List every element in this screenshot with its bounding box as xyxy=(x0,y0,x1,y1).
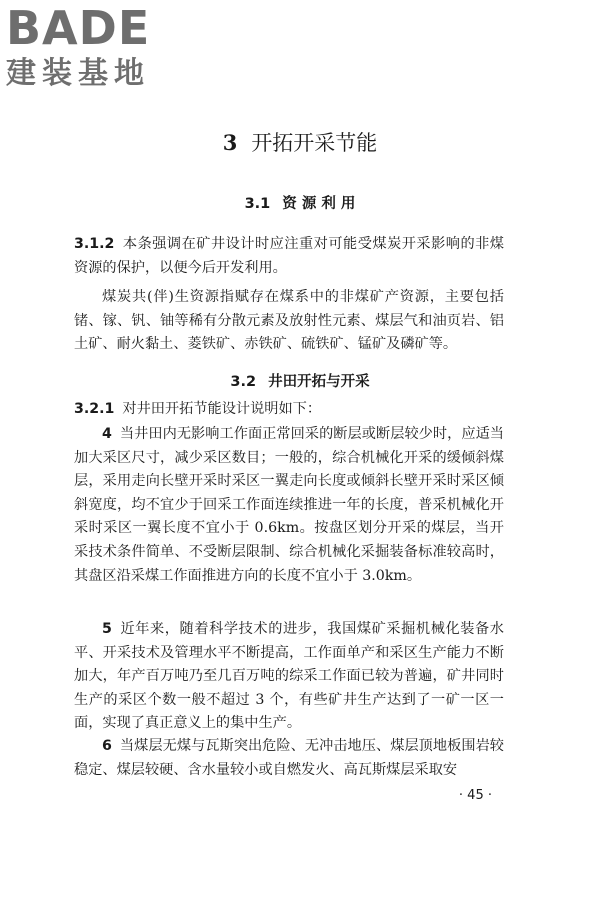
paragraph-text: 对井田开拓节能设计说明如下： xyxy=(122,401,322,417)
section-3-2-title xyxy=(0,370,600,391)
item-text: 当井田内无影响工作面正常回采的断层或断层较少时，应适当加大采区尺寸，减少采区数目；一般的，综合机械化开采的缓倾斜煤层，采用走向长壁开采时采区一翼走向长度或倾斜长壁开采时采区倾斜宽度，均不宜少于回采工作面连续推进一年的长度，普采机械化开采时采区一翼长度不宜小于 0.6km。按盘区划分开采的煤层，当开采技术条件简单、不受断层限制、综合机械化采掘装备标准较高时，其盘区沿采煤工作面推进方向的长度不宜小于 3.0km。 xyxy=(74,426,504,584)
item-text: 近年来，随着科学技术的进步，我国煤矿采掘机械化装备水平、开采技术及管理水平不断提高，工作面单产和采区生产能力不断加大，年产百万吨乃至几百万吨的综采工作面已较为普遍，矿井同时生产的采区个数一般不超过 3 个，有些矿井生产达到了一矿一区一面，实现了真正意义上的集中生产。 xyxy=(74,621,504,732)
item-5 xyxy=(74,618,504,736)
paragraph-3-2-1 xyxy=(74,398,504,422)
section-3-1-title xyxy=(0,192,600,213)
page-number: · 45 · xyxy=(458,788,492,803)
item-number: 5 xyxy=(102,621,112,637)
item-4 xyxy=(74,423,504,588)
section-title-text: 资 源 利 用 xyxy=(282,196,356,212)
item-number: 4 xyxy=(102,426,112,442)
item-6 xyxy=(74,735,504,782)
chapter-title xyxy=(0,128,600,158)
logo-word: BADE xyxy=(6,1,151,55)
item-text: 当煤层无煤与瓦斯突出危险、无冲击地压、煤层顶地板围岩较稳定、煤层较硬、含水量较小或自燃发火、高瓦斯煤层采取安 xyxy=(74,738,504,778)
clause-number: 3.1.2 xyxy=(74,236,115,252)
paragraph-text: 煤炭共(伴)生资源指赋存在煤系中的非煤矿产资源，主要包括锗、镓、钒、铀等稀有分散元素及放射性元素、煤层气和油页岩、铝土矿、耐火黏土、菱铁矿、赤铁矿、硫铁矿、锰矿及磷矿等。 xyxy=(74,289,504,353)
section-title-text: 井田开拓与开采 xyxy=(268,374,370,390)
chapter-title-text: 开拓开采节能 xyxy=(251,131,378,155)
logo xyxy=(6,1,176,96)
section-number: 3.2 xyxy=(230,374,257,390)
logo-subtitle: 建装基地 xyxy=(6,56,150,91)
chapter-number: 3 xyxy=(222,130,238,155)
clause-number: 3.2.1 xyxy=(74,401,115,417)
item-number: 6 xyxy=(102,738,112,754)
paragraph-text: 本条强调在矿井设计时应注重对可能受煤炭开采影响的非煤资源的保护，以便今后开发利用。 xyxy=(74,236,504,276)
section-number: 3.1 xyxy=(244,196,271,212)
paragraph-coal-associated-resources xyxy=(74,286,504,357)
paragraph-3-1-2 xyxy=(74,233,504,280)
